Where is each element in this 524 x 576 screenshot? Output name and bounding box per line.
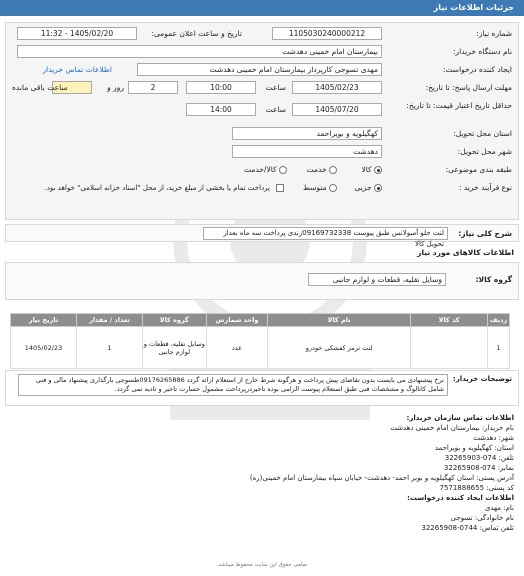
contact-postal-code: کد پستی: 7571888655 xyxy=(439,484,514,492)
process-option-medium[interactable]: متوسط xyxy=(303,181,337,195)
cell-name: لنت ترمز کفشکی خودرو xyxy=(268,327,411,369)
col-unit: واحد شمارش xyxy=(206,314,268,327)
cell-code xyxy=(411,327,488,369)
col-row: ردیف xyxy=(488,314,510,327)
cell-date: 1405/02/23 xyxy=(11,327,77,369)
creator-value: مهدی تسوجی کارپرداز بیمارستان امام خمینی دهدشت xyxy=(137,63,382,76)
city-label: شهر محل تحویل: xyxy=(457,147,512,156)
validity-row xyxy=(12,99,512,123)
validity-time-label: ساعت xyxy=(265,105,286,114)
contact-title: اطلاعات تماس سازمان خریدار: xyxy=(406,414,514,422)
buyer-name-row xyxy=(12,45,512,59)
city-value: دهدشت xyxy=(232,145,382,158)
category-option-goods-service[interactable]: کالا/خدمت xyxy=(244,163,287,177)
table-header-row xyxy=(11,314,510,327)
deadline-label: مهلت ارسال پاسخ: تا تاریخ: xyxy=(425,83,512,92)
creator-label: ایجاد کننده درخواست: xyxy=(442,65,512,74)
creator-last-name: نام خانوادگی: تسوجی xyxy=(450,514,514,522)
description-label: شرح کلی نیاز: xyxy=(458,229,512,238)
announce-value: 1405/02/20 - 11:32 xyxy=(17,27,137,40)
buyer-name-value: بیمارستان امام خمینی دهدشت xyxy=(17,45,382,58)
cell-row: 1 xyxy=(488,327,510,369)
col-group: گروه کالا xyxy=(142,314,206,327)
col-code: کد کالا xyxy=(411,314,488,327)
process-label: نوع فرآیند خرید : xyxy=(458,183,512,192)
contact-phone: تلفن: 074-32265903 xyxy=(444,454,514,462)
creator-phone: تلفن تماس: 0744-32265908 xyxy=(421,524,514,532)
footer-copyright: تمامی حقوق این سایت محفوظ میباشد. xyxy=(216,562,308,568)
radio-selected-icon xyxy=(374,166,382,174)
description-text: لنت جلو آمبولانس طبق پیوست 09169732338زندی پرداخت سه ماه بعداز تحویل کالا xyxy=(203,227,448,240)
process-option-minor[interactable]: جزیی xyxy=(354,181,382,195)
col-qty: تعداد / مقدار xyxy=(77,314,143,327)
province-row xyxy=(12,127,512,141)
radio-selected-icon xyxy=(374,184,382,192)
need-number-value: 1105030240000212 xyxy=(272,27,382,40)
radio-icon xyxy=(279,166,287,174)
days-value: 2 xyxy=(128,81,178,94)
validity-time: 14:00 xyxy=(186,103,256,116)
contact-city: شهر: دهدشت xyxy=(473,434,514,442)
creator-row xyxy=(12,63,512,77)
buyer-notes-label: توضیحات خریدار: xyxy=(452,375,512,383)
province-label: استان محل تحویل: xyxy=(453,129,512,138)
contact-address: آدرس پستی: استان کهگیلویه و بویر احمد- دهدشت- خیابان سپاه بیمارستان امام خمینی(ره) xyxy=(249,474,514,482)
cell-qty: 1 xyxy=(77,327,143,369)
deadline-time-label: ساعت xyxy=(265,83,286,92)
province-value: کهگیلویه و بویراحمد xyxy=(232,127,382,140)
need-number-label: شماره نیاز: xyxy=(476,29,512,38)
validity-date: 1405/07/20 xyxy=(292,103,382,116)
category-label: طبقه بندی موضوعی: xyxy=(445,165,512,174)
category-row xyxy=(12,163,512,177)
remaining-label: ساعت باقی مانده xyxy=(12,83,68,92)
buyer-name-label: نام دستگاه خریدار: xyxy=(452,47,512,56)
validity-label: حداقل تاریخ اعتبار قیمت: تا تاریخ: xyxy=(406,101,512,110)
radio-icon xyxy=(329,184,337,192)
page-title: جزئیات اطلاعات نیاز xyxy=(433,3,514,12)
city-row xyxy=(12,145,512,159)
deadline-time: 10:00 xyxy=(186,81,256,94)
buyer-notes-text: نرخ پیشنهادی می بایست بدون تقاضای پیش پرداخت و هرگونه شرط خارج از استعلام ارائه گردد 09176265886طسوجی بارگذاری پیشنهاد مالی و فنی شامل کاتالوگ و مشخصات فنی طبق استعلام پیوست الزامی بوده تاخیردرپرداخت مشمول خسارت تاخیر و تادیه نمی گردد. xyxy=(18,374,448,396)
goods-group-label: گروه کالا: xyxy=(475,275,512,284)
goods-section-title: اطلاعات کالاهای مورد نیاز xyxy=(417,248,514,257)
radio-icon xyxy=(329,166,337,174)
buyer-contact-link[interactable]: اطلاعات تماس خریدار xyxy=(42,65,112,74)
checkbox-icon xyxy=(276,184,284,192)
col-date: تاریخ نیاز xyxy=(11,314,77,327)
deadline-row xyxy=(12,81,512,95)
need-info-panel xyxy=(5,22,519,220)
process-row xyxy=(12,181,512,195)
deadline-date: 1405/02/23 xyxy=(292,81,382,94)
description-section xyxy=(5,224,519,248)
col-name: نام کالا xyxy=(268,314,411,327)
goods-group-section xyxy=(5,262,519,300)
contact-province: استان: کهگیلویه و بویراحمد xyxy=(434,444,514,452)
creator-info-title: اطلاعات ایجاد کننده درخواست: xyxy=(407,494,514,502)
days-label: روز و xyxy=(107,83,124,92)
category-option-service[interactable]: خدمت xyxy=(307,163,337,177)
need-number-row xyxy=(12,27,512,41)
creator-first-name: نام: مهدی xyxy=(484,504,514,512)
goods-group-value: وسایل نقلیه، قطعات و لوازم جانبی xyxy=(308,273,446,286)
contact-buyer-name: نام خریدار: بیمارستان امام خمینی دهدشت xyxy=(390,424,514,432)
page-header xyxy=(0,0,524,16)
cell-group: وسایل نقلیه، قطعات و لوازم جانبی xyxy=(142,327,206,369)
contact-block xyxy=(14,413,514,533)
contact-fax: نمابر: 074-32265908 xyxy=(443,464,514,472)
cell-unit: عدد xyxy=(206,327,268,369)
goods-table xyxy=(10,313,510,369)
payment-note: پرداخت تمام یا بخشی از مبلغ خرید، از محل "اسناد خزانه اسلامی" خواهد بود. xyxy=(44,184,270,192)
table-row xyxy=(11,327,510,369)
category-option-goods[interactable]: کالا xyxy=(361,163,382,177)
announce-label: تاریخ و ساعت اعلان عمومی: xyxy=(151,29,242,38)
buyer-notes-section xyxy=(5,370,519,406)
treasury-checkbox[interactable] xyxy=(276,181,284,195)
